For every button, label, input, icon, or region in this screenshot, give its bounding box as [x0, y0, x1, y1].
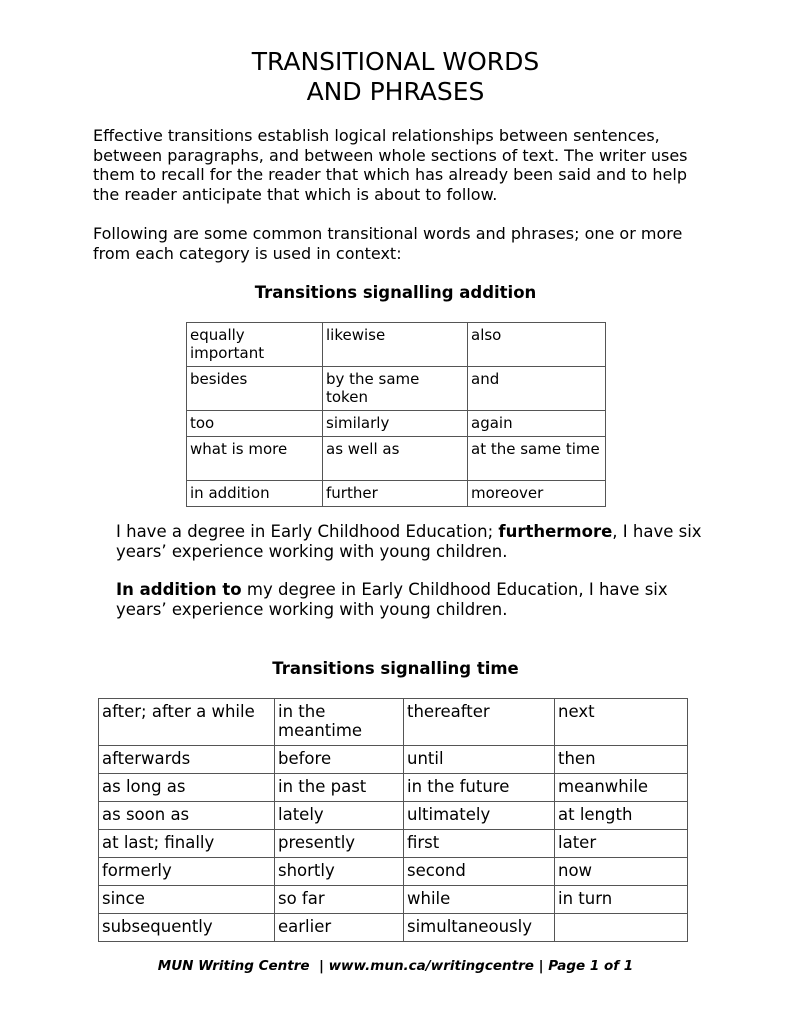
table-cell: meanwhile [555, 774, 688, 802]
table-cell: at length [555, 802, 688, 830]
table-cell: likewise [323, 323, 468, 367]
table-cell: presently [275, 830, 404, 858]
table-cell: thereafter [404, 699, 555, 746]
table-row [99, 746, 688, 774]
page-footer: MUN Writing Centre | www.mun.ca/writingcentre | Page 1 of 1 [157, 958, 634, 974]
table-row [99, 886, 688, 914]
table-cell: besides [187, 367, 323, 411]
time-table [98, 698, 688, 942]
table-cell: earlier [275, 914, 404, 942]
table-cell: while [404, 886, 555, 914]
table-cell: ultimately [404, 802, 555, 830]
table-cell: next [555, 699, 688, 746]
table-cell: now [555, 858, 688, 886]
time-heading: Transitions signalling time [272, 659, 519, 678]
following-paragraph: Following are some common transitional words and phrases; one or more from each category is used in context: [93, 224, 683, 263]
table-cell: formerly [99, 858, 275, 886]
table-cell: lately [275, 802, 404, 830]
table-cell: at the same time [468, 437, 606, 481]
table-cell: similarly [323, 411, 468, 437]
page-title-line-2: AND PHRASES [306, 77, 485, 106]
table-cell: as long as [99, 774, 275, 802]
table-row [99, 914, 688, 942]
table-cell: so far [275, 886, 404, 914]
table-cell [555, 914, 688, 942]
table-cell: after; after a while [99, 699, 275, 746]
table-cell: since [99, 886, 275, 914]
table-cell: by the same token [323, 367, 468, 411]
table-cell: also [468, 323, 606, 367]
table-cell: moreover [468, 481, 606, 507]
table-cell: subsequently [99, 914, 275, 942]
table-cell: further [323, 481, 468, 507]
table-row [99, 699, 688, 746]
example-sentence-furthermore [116, 522, 706, 561]
table-row [99, 802, 688, 830]
example-text: I have a degree in Early Childhood Education; [116, 522, 499, 541]
table-cell: and [468, 367, 606, 411]
example-text: , I have six years’ experience working with young children. [116, 522, 702, 561]
page-title-line-1: TRANSITIONAL WORDS [251, 47, 540, 76]
table-row [187, 367, 606, 411]
table-row [99, 774, 688, 802]
table-cell: until [404, 746, 555, 774]
table-row [99, 858, 688, 886]
table-cell: as soon as [99, 802, 275, 830]
table-row [187, 481, 606, 507]
example-keyword: furthermore [498, 522, 613, 541]
example-text: my degree in Early Childhood Education, I have six years’ experience working with young children. [116, 580, 668, 619]
table-row [187, 323, 606, 367]
table-cell: shortly [275, 858, 404, 886]
table-cell: afterwards [99, 746, 275, 774]
table-cell: again [468, 411, 606, 437]
table-cell: first [404, 830, 555, 858]
table-cell: as well as [323, 437, 468, 481]
table-cell: in the future [404, 774, 555, 802]
table-cell: second [404, 858, 555, 886]
intro-paragraph: Effective transitions establish logical relationships between sentences, between paragraphs, and between whole sections of text. The writer uses them to recall for the reader that which has already been said and to help the reader anticipate that which is about to follow. [93, 126, 688, 205]
table-cell: equally important [187, 323, 323, 367]
table-cell: in turn [555, 886, 688, 914]
addition-heading: Transitions signalling addition [254, 283, 537, 302]
table-cell: before [275, 746, 404, 774]
table-row [187, 437, 606, 481]
table-row [187, 411, 606, 437]
table-cell: what is more [187, 437, 323, 481]
table-cell: in the past [275, 774, 404, 802]
table-cell: then [555, 746, 688, 774]
addition-table [186, 322, 606, 507]
example-sentence-in-addition-to [116, 580, 706, 619]
example-keyword: In addition to [116, 580, 242, 599]
table-cell: simultaneously [404, 914, 555, 942]
table-cell: in addition [187, 481, 323, 507]
table-cell: at last; finally [99, 830, 275, 858]
table-cell: later [555, 830, 688, 858]
table-row [99, 830, 688, 858]
table-cell: too [187, 411, 323, 437]
table-cell: in the meantime [275, 699, 404, 746]
